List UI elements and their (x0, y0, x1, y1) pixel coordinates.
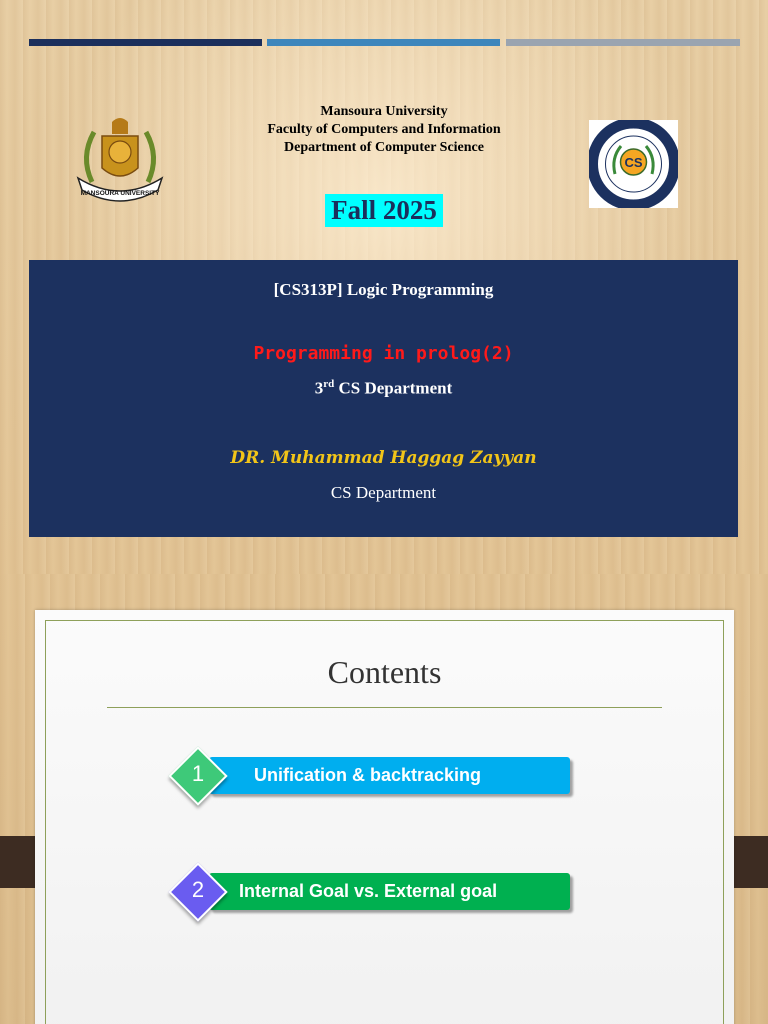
faculty-name: Faculty of Computers and Information (267, 122, 501, 137)
left-logo-ribbon-text: MANSOURA UNIVERSITY (80, 190, 160, 197)
year-ordinal-suffix: rd (323, 378, 335, 390)
instructor-name: DR. Muhammad Haggag Zayyan (230, 448, 537, 468)
presentation-title: Programming in prolog(2) (253, 343, 514, 364)
top-accent-bar-blue (267, 39, 500, 46)
year-department (29, 378, 738, 399)
course-info-panel (29, 260, 738, 537)
year-department-text: CS Department (334, 378, 453, 398)
contents-heading: Contents (327, 654, 442, 690)
university-name: Mansoura University (320, 104, 448, 119)
year-number: 3 (314, 378, 324, 398)
contents-item-1[interactable]: Unification & backtracking (209, 757, 570, 794)
course-code-title: [CS313P] Logic Programming (273, 280, 494, 299)
contents-frame (45, 620, 724, 1024)
contents-item-2-number: 2 (191, 877, 205, 902)
contents-item-1-number: 1 (191, 761, 205, 786)
mansoura-university-logo (72, 112, 168, 204)
contents-paper (35, 610, 734, 1024)
contents-item-2[interactable]: Internal Goal vs. External goal (209, 873, 570, 910)
top-accent-bar-gray (506, 39, 740, 46)
department-name: Department of Computer Science (284, 140, 484, 155)
instructor-department: CS Department (330, 483, 437, 502)
right-logo-text: CS (624, 155, 643, 170)
heading-divider (107, 707, 662, 708)
semester-label: Fall 2025 (325, 194, 443, 227)
top-accent-bar-navy (29, 39, 262, 46)
contents-slide (0, 574, 768, 1024)
faculty-logo (589, 120, 678, 208)
university-header (234, 103, 534, 157)
